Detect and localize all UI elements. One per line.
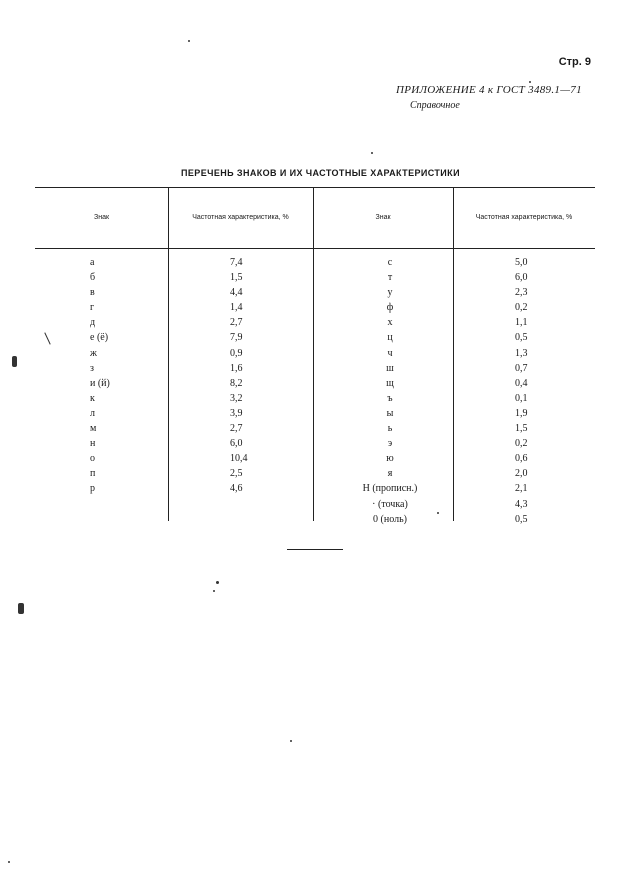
cell-frequency-right: 2,1	[515, 483, 528, 495]
scan-speck	[213, 590, 215, 592]
cell-frequency-right: 0,2	[515, 438, 528, 450]
cell-sign-right: ы	[386, 407, 394, 419]
cell-sign-left: л	[90, 407, 95, 419]
table-row	[35, 421, 595, 436]
cell-frequency-left: 7,4	[230, 257, 243, 268]
frequency-table	[35, 187, 595, 525]
cell-frequency-right: 1,3	[515, 347, 528, 359]
cell-sign-left: о	[90, 453, 95, 465]
table-row	[35, 330, 595, 345]
cell-frequency-right: 0,2	[515, 302, 528, 314]
cell-sign-right: э	[387, 438, 393, 450]
cell-sign-right: · (точка)	[372, 498, 408, 510]
cell-sign-right: ф	[386, 302, 394, 314]
cell-frequency-left: 1,5	[230, 272, 243, 284]
table-row	[35, 481, 595, 496]
page-number: Стр. 9	[558, 56, 591, 68]
cell-sign-left: з	[90, 362, 94, 374]
cell-sign-right: ц	[387, 332, 393, 344]
cell-sign-left: н	[90, 438, 96, 450]
cell-frequency-right: 4,3	[515, 498, 528, 510]
cell-sign-right: ч	[387, 347, 393, 359]
cell-sign-right: ь	[387, 423, 393, 435]
scan-speck	[290, 740, 292, 742]
table-row	[35, 466, 595, 481]
cell-frequency-left: 2,5	[230, 468, 243, 480]
cell-sign-right: х	[387, 317, 393, 329]
table-row	[35, 436, 595, 451]
cell-sign-left: п	[90, 468, 96, 480]
cell-sign-left: б	[90, 272, 96, 284]
scan-speck	[8, 861, 10, 863]
table-row	[35, 255, 595, 270]
cell-frequency-left: 1,4	[230, 302, 243, 314]
table-row	[35, 451, 595, 466]
cell-sign-right: у	[387, 287, 393, 299]
scan-speck	[529, 81, 531, 83]
cell-frequency-left: 8,2	[230, 377, 243, 389]
table-row	[35, 406, 595, 421]
cell-frequency-left: 4,6	[230, 483, 243, 495]
cell-sign-left: и (й)	[90, 377, 110, 389]
table-title: ПЕРЕЧЕНЬ ЗНАКОВ И ИХ ЧАСТОТНЫЕ ХАРАКТЕРИСТИКИ	[181, 168, 460, 178]
cell-sign-right: т	[387, 272, 393, 284]
cell-frequency-right: 0,5	[515, 513, 528, 525]
cell-frequency-right: 2,0	[515, 468, 528, 480]
cell-frequency-right: 0,5	[515, 332, 528, 344]
table-row	[35, 346, 595, 361]
cell-frequency-right: 0,6	[515, 453, 528, 465]
table-row	[35, 497, 595, 512]
table-row	[35, 270, 595, 285]
cell-sign-left: е (ё)	[90, 332, 109, 344]
table-body	[35, 255, 595, 527]
column-header-sign-1: Знак	[93, 213, 110, 221]
cell-frequency-left: 2,7	[230, 317, 243, 329]
cell-frequency-right: 2,3	[515, 287, 528, 299]
closing-rule	[287, 549, 343, 550]
cell-sign-left: р	[90, 483, 95, 495]
scan-speck	[216, 581, 219, 584]
table-row	[35, 391, 595, 406]
cell-sign-left: д	[90, 317, 96, 329]
cell-frequency-right: 1,1	[515, 317, 528, 329]
cell-frequency-left: 7,9	[230, 332, 243, 344]
column-header-frequency-1: Частотная характеристика, %	[192, 213, 289, 221]
table-row	[35, 512, 595, 527]
cell-sign-right: ъ	[387, 392, 393, 404]
table-row	[35, 285, 595, 300]
cell-frequency-left: 3,9	[230, 407, 243, 419]
table-row	[35, 376, 595, 391]
cell-sign-right: ю	[386, 453, 394, 465]
cell-frequency-right: 5,0	[515, 257, 528, 268]
table-row	[35, 300, 595, 315]
scan-speck	[188, 40, 190, 42]
cell-frequency-left: 2,7	[230, 423, 243, 435]
cell-frequency-left: 10,4	[230, 453, 248, 465]
cell-sign-right: с	[387, 257, 393, 268]
cell-frequency-left: 1,6	[230, 362, 243, 374]
cell-sign-left: а	[90, 257, 95, 268]
cell-frequency-right: 0,7	[515, 362, 528, 374]
header-bottom-rule	[35, 248, 595, 249]
cell-sign-right: Н (прописн.)	[362, 483, 418, 495]
cell-frequency-right: 0,1	[515, 392, 528, 404]
cell-frequency-left: 3,2	[230, 392, 243, 404]
scan-speck	[371, 152, 373, 154]
cell-sign-left: м	[90, 423, 97, 435]
table-row	[35, 361, 595, 376]
cell-sign-left: ж	[90, 347, 97, 359]
cell-frequency-left: 0,9	[230, 347, 243, 359]
cell-frequency-left: 4,4	[230, 287, 243, 299]
appendix-heading: ПРИЛОЖЕНИЕ 4 к ГОСТ 3489.1—71	[396, 84, 582, 96]
cell-sign-right: щ	[386, 377, 394, 389]
column-header-frequency-2: Частотная характеристика, %	[475, 213, 573, 221]
scan-speck	[12, 356, 17, 367]
cell-sign-left: в	[90, 287, 95, 299]
table-row	[35, 315, 595, 330]
column-header-sign-2: Знак	[375, 213, 391, 221]
cell-frequency-right: 0,4	[515, 377, 528, 389]
appendix-type: Справочное	[410, 100, 460, 111]
cell-sign-left: к	[90, 392, 95, 404]
cell-frequency-right: 1,5	[515, 423, 528, 435]
cell-frequency-left: 6,0	[230, 438, 243, 450]
cell-frequency-right: 6,0	[515, 272, 528, 284]
scan-speck	[437, 512, 439, 514]
cell-frequency-right: 1,9	[515, 407, 528, 419]
cell-sign-right: 0 (ноль)	[373, 513, 407, 525]
scan-speck	[18, 603, 24, 614]
cell-sign-right: ш	[386, 362, 394, 374]
cell-sign-right: я	[387, 468, 393, 480]
cell-sign-left: г	[90, 302, 95, 314]
